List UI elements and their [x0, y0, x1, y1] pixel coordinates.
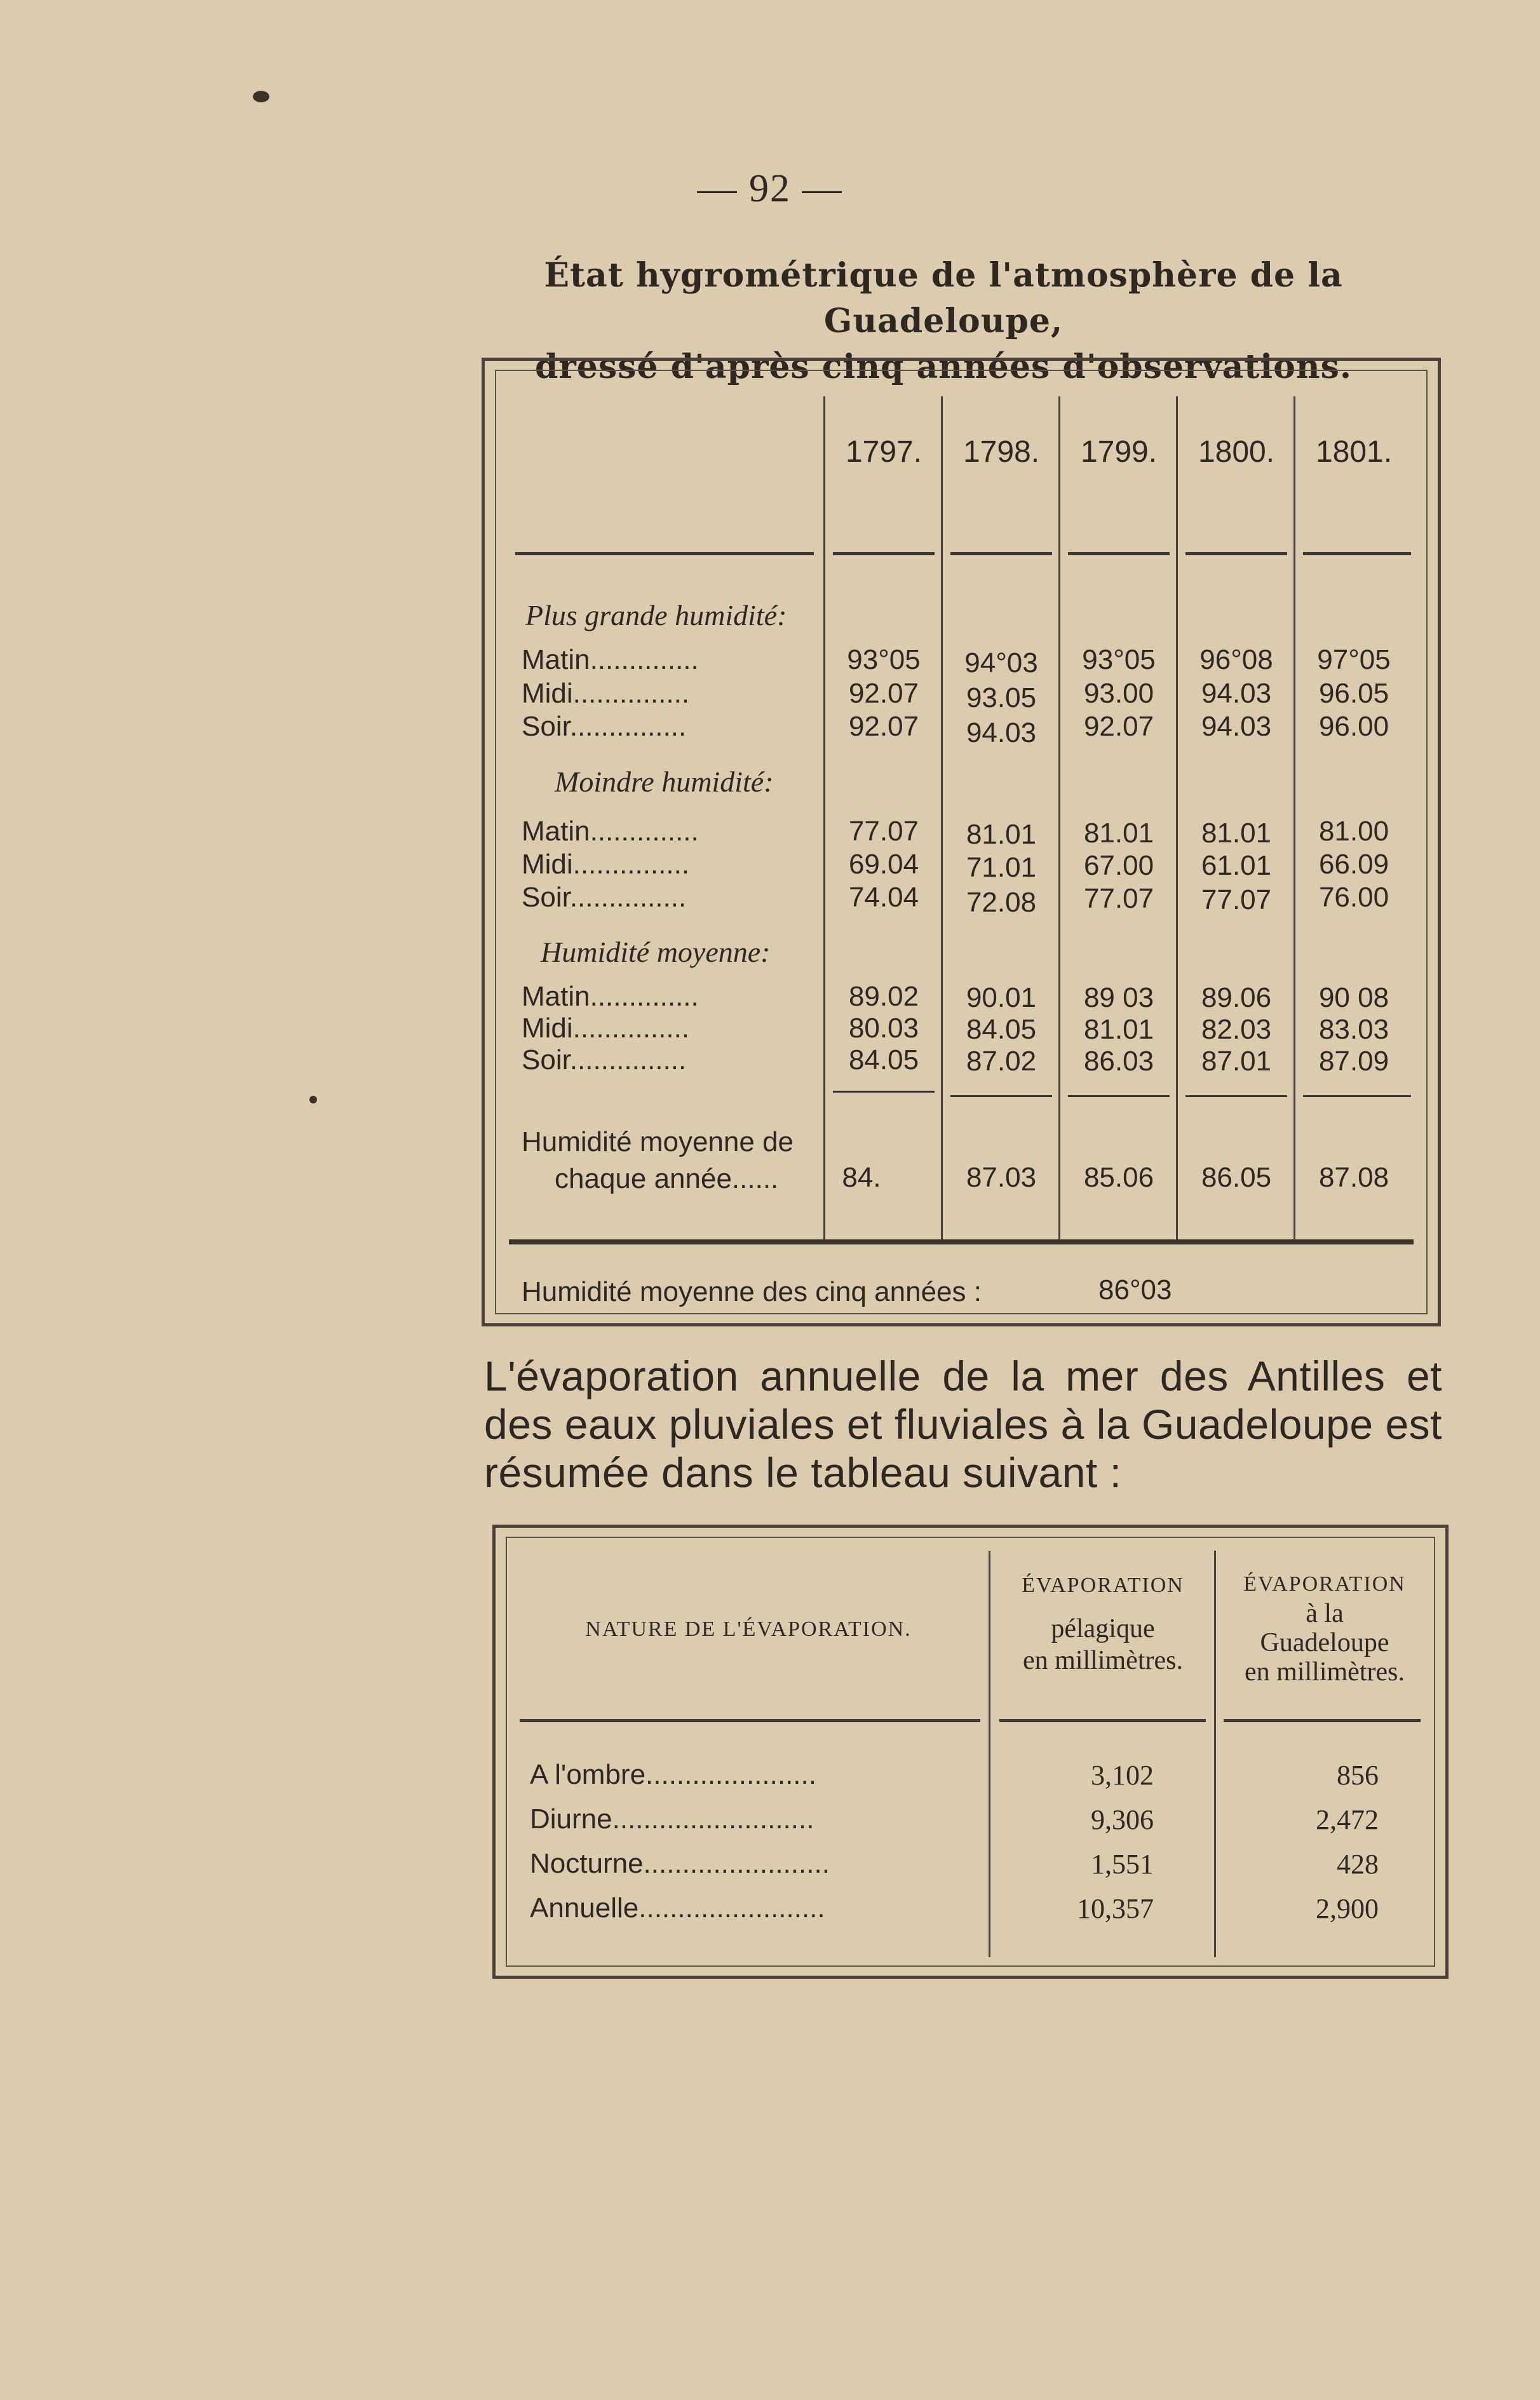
row-label: Soir............... — [522, 1044, 687, 1075]
guadeloupe-value: 2,472 — [1316, 1804, 1379, 1835]
table-cell: 92.07 — [848, 711, 919, 742]
column-rule — [833, 1091, 935, 1093]
table-cell: 71.01 — [966, 852, 1037, 883]
annual-mean-cell: 87.03 — [966, 1162, 1037, 1193]
header-rule — [1303, 552, 1411, 555]
evaporation-row-label: Annuelle........................ — [530, 1892, 825, 1924]
table-cell: 81.01 — [966, 819, 1037, 850]
column-divider — [1214, 1551, 1216, 1957]
pelagique-value: 10,357 — [1077, 1893, 1154, 1924]
table-cell: 96.00 — [1318, 711, 1389, 742]
table-cell: 97°05 — [1317, 644, 1391, 675]
table-cell: 94.03 — [966, 717, 1037, 748]
header-rule — [1068, 552, 1170, 555]
column-divider — [1293, 396, 1295, 1241]
table-cell: 89.02 — [848, 981, 919, 1012]
evaporation-table-inner-frame — [506, 1537, 1435, 1967]
table-cell: 81.01 — [1083, 1014, 1154, 1045]
table-cell: 81.00 — [1318, 816, 1389, 847]
table-cell: 87.09 — [1318, 1046, 1389, 1077]
table-cell: 87.01 — [1201, 1046, 1272, 1077]
table-cell: 90 08 — [1318, 982, 1389, 1013]
pelagique-value: 3,102 — [1091, 1760, 1154, 1791]
column-rule — [950, 1095, 1052, 1097]
section-heading-mean: Humidité moyenne: — [541, 936, 771, 968]
table-cell: 93.05 — [966, 682, 1037, 713]
header-rule — [515, 552, 814, 555]
table-cell: 72.08 — [966, 887, 1037, 918]
evaporation-table — [492, 1525, 1449, 1979]
header-rule — [1185, 552, 1287, 555]
summary-rule — [509, 1239, 1414, 1244]
pelagique-value: 1,551 — [1091, 1849, 1154, 1880]
table-cell: 93°05 — [1082, 644, 1156, 675]
table-cell: 66.09 — [1318, 849, 1389, 880]
table-cell: 84.05 — [966, 1014, 1037, 1045]
evaporation-row-label: A l'ombre...................... — [530, 1759, 816, 1790]
annual-mean-cell: 84. — [842, 1162, 881, 1193]
guadeloupe-value: 856 — [1337, 1760, 1379, 1791]
annual-mean-cell: 85.06 — [1083, 1162, 1154, 1193]
ink-speck — [309, 1096, 317, 1103]
table-cell: 94°03 — [964, 647, 1038, 678]
year-header-1798: 1798. — [962, 435, 1040, 469]
header-rule — [999, 1719, 1206, 1722]
table-cell: 74.04 — [848, 882, 919, 913]
column-divider — [989, 1551, 990, 1957]
annual-mean-label — [522, 1124, 794, 1197]
humidity-table-inner-frame — [495, 370, 1428, 1314]
guadeloupe-header-line-2: à la — [1306, 1599, 1344, 1628]
row-label: Soir............... — [522, 882, 687, 913]
column-rule — [1303, 1095, 1411, 1097]
annual-mean-cell: 86.05 — [1201, 1162, 1272, 1193]
table-cell: 81.01 — [1083, 818, 1154, 849]
column-divider — [941, 396, 943, 1241]
table-cell: 80.03 — [848, 1013, 919, 1044]
section-heading-max: Plus grande humidité: — [525, 599, 787, 631]
header-rule — [833, 552, 935, 555]
annual-mean-label-line-1: Humidité moyenne de — [522, 1126, 794, 1157]
body-paragraph: L'évaporation annuelle de la mer des Antilles et des eaux pluviales et fluviales à la Guadeloupe est résumée dans le tableau suivant : — [484, 1352, 1442, 1496]
humidity-table — [482, 358, 1441, 1326]
pelagique-header-line-1: ÉVAPORATION — [1022, 1574, 1184, 1597]
ink-speck — [253, 91, 269, 102]
column-divider — [823, 396, 825, 1241]
table-cell: 92.07 — [1083, 711, 1154, 742]
nature-header: NATURE DE L'ÉVAPORATION. — [585, 1617, 912, 1641]
table-cell: 82.03 — [1201, 1014, 1272, 1045]
five-year-mean-label: Humidité moyenne des cinq années : — [522, 1276, 982, 1307]
header-rule — [1224, 1719, 1421, 1722]
table-cell: 92.07 — [848, 678, 919, 709]
guadeloupe-value: 428 — [1337, 1849, 1379, 1880]
pelagique-header-line-2: pélagique — [1051, 1614, 1155, 1643]
annual-mean-cell: 87.08 — [1318, 1162, 1389, 1193]
year-header-1800: 1800. — [1198, 435, 1275, 469]
column-rule — [1185, 1095, 1287, 1097]
pelagique-header — [995, 1570, 1211, 1676]
row-label: Midi............... — [522, 1013, 690, 1044]
annual-mean-label-line-2: chaque année...... — [555, 1163, 779, 1194]
table-cell: 83.03 — [1318, 1014, 1389, 1045]
year-header-1801: 1801. — [1315, 435, 1393, 469]
header-rule — [520, 1719, 980, 1722]
column-rule — [1068, 1095, 1170, 1097]
row-label: Midi............... — [522, 849, 690, 880]
page-number: — 92 — — [697, 167, 843, 210]
table-cell: 96°08 — [1199, 644, 1273, 675]
title-line-2: dressé d'après cinq années d'observations. — [535, 347, 1352, 386]
guadeloupe-header-line-1: ÉVAPORATION — [1243, 1572, 1406, 1596]
table-cell: 67.00 — [1083, 850, 1154, 881]
title-line-1: État hygrométrique de l'atmosphère de la Guadeloupe, — [544, 256, 1343, 340]
table-cell: 94.03 — [1201, 711, 1272, 742]
table-cell: 61.01 — [1201, 850, 1272, 881]
header-rule — [950, 552, 1052, 555]
section-heading-min: Moindre humidité: — [555, 765, 774, 798]
evaporation-row-label: Diurne.......................... — [530, 1803, 814, 1835]
year-header-1797: 1797. — [845, 435, 922, 469]
table-cell: 96.05 — [1318, 678, 1389, 709]
row-label: Matin.............. — [522, 981, 699, 1012]
table-cell: 84.05 — [848, 1044, 919, 1075]
table-cell: 69.04 — [848, 849, 919, 880]
row-label: Midi............... — [522, 678, 690, 709]
table-cell: 77.07 — [848, 816, 919, 847]
column-divider — [1058, 396, 1060, 1241]
pelagique-header-line-3: en millimètres. — [1023, 1646, 1183, 1675]
table-cell: 94.03 — [1201, 678, 1272, 709]
table-cell: 89.06 — [1201, 982, 1272, 1013]
guadeloupe-header-line-4: en millimètres. — [1245, 1657, 1405, 1687]
row-label: Matin.............. — [522, 816, 699, 847]
row-label: Soir............... — [522, 711, 687, 742]
pelagique-value: 9,306 — [1091, 1804, 1154, 1835]
table-cell: 93.00 — [1083, 678, 1154, 709]
table-cell: 89 03 — [1083, 982, 1154, 1013]
table-cell: 90.01 — [966, 982, 1037, 1013]
table-cell: 81.01 — [1201, 818, 1272, 849]
table-cell: 76.00 — [1318, 882, 1389, 913]
table-cell: 77.07 — [1083, 883, 1154, 914]
table-cell: 86.03 — [1083, 1046, 1154, 1077]
table-cell: 77.07 — [1201, 884, 1272, 915]
guadeloupe-value: 2,900 — [1316, 1893, 1379, 1924]
table-cell: 93°05 — [847, 644, 921, 675]
column-divider — [1176, 396, 1178, 1241]
guadeloupe-header-line-3: Guadeloupe — [1260, 1628, 1389, 1657]
five-year-mean-value: 86°03 — [1098, 1274, 1172, 1305]
guadeloupe-header — [1220, 1570, 1429, 1687]
evaporation-row-label: Nocturne........................ — [530, 1848, 830, 1879]
year-header-1799: 1799. — [1080, 435, 1158, 469]
table-cell: 87.02 — [966, 1046, 1037, 1077]
row-label: Matin.............. — [522, 644, 699, 675]
